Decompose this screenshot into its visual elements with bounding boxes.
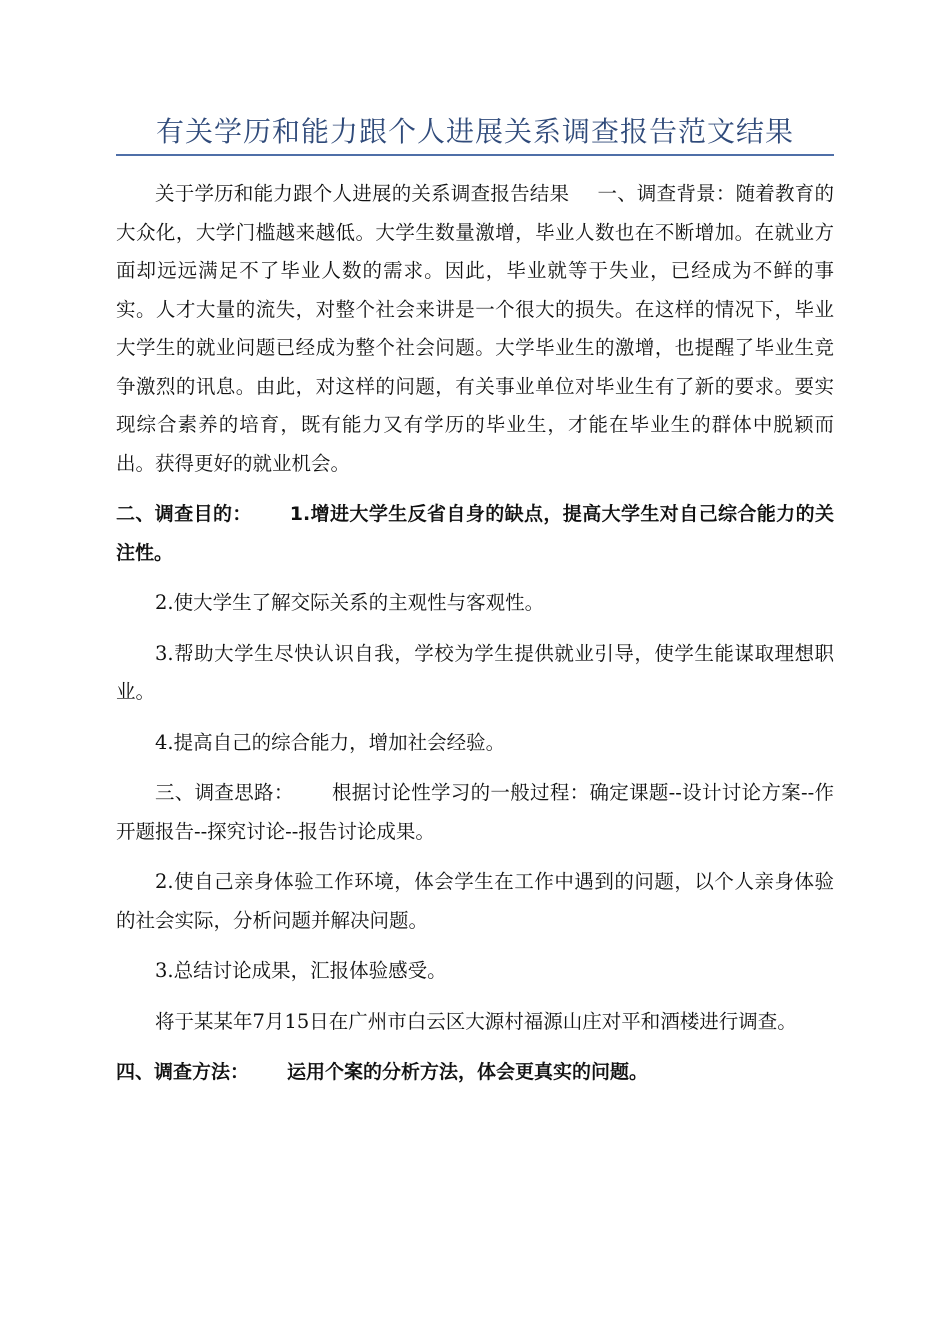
paragraph-background (116, 175, 834, 483)
document-title: 有关学历和能力跟个人进展关系调查报告范文结果 (155, 115, 794, 148)
background-text: 随着教育的大众化，大学门槛越来越低。大学生数量激增，毕业人数也在不断增加。在就业方面却远远满足不了毕业人数的需求。因此，毕业就等于失业，已经成为不鲜的事实。人才大量的流失，对整个社会来讲是一个很大的损失。在这样的情况下，毕业大学生的就业问题已经成为整个社会问题。大学毕业生的激增，也提醒了毕业生竞争激烈的讯息。由此，对这样的问题，有关事业单位对毕业生有了新的要求。要实现综合素养的培育，既有能力又有学历的毕业生，才能在毕业生的群体中脱颖而出。获得更好的就业机会。 (116, 182, 834, 475)
method-heading: 四、调查方法： (116, 1061, 250, 1083)
purpose-item-2: 2.使大学生了解交际关系的主观性与客观性。 (155, 591, 545, 614)
background-heading: 一、调查背景： (597, 182, 736, 205)
approach-item-2: 2.使自己亲身体验工作环境，体会学生在工作中遇到的问题，以个人亲身体验的社会实际，分析问题并解决问题。 (116, 870, 834, 932)
purpose-item-3: 3.帮助大学生尽快认识自我，学校为学生提供就业引导，使学生能谋取理想职业。 (116, 641, 834, 703)
paragraph-approach (116, 774, 834, 851)
background-lead: 关于学历和能力跟个人进展的关系调查报告结果 (155, 182, 570, 205)
paragraph-method (116, 1053, 834, 1092)
paragraph-location: 将于某某年7月15日在广州市白云区大源村福源山庄对平和酒楼进行调查。 (155, 1009, 797, 1033)
method-text: 运用个案的分析方法，体会更真实的问题。 (287, 1061, 649, 1083)
document-body (116, 175, 834, 1092)
purpose-heading: 二、调查目的： (116, 503, 252, 525)
approach-text: 根据讨论性学习的一般过程：确定课题--设计讨论方案--作开题报告--探究讨论--报告讨论成果。 (116, 781, 834, 843)
approach-heading: 三、调查思路： (155, 781, 294, 804)
purpose-item-4: 4.提高自己的综合能力，增加社会经验。 (155, 730, 506, 754)
purpose-item-1: 1.增进大学生反省自身的缺点，提高大学生对自己综合能力的关注性。 (116, 503, 834, 564)
approach-item-3: 3.总结讨论成果，汇报体验感受。 (155, 959, 447, 982)
title-underline (116, 154, 834, 156)
paragraph-purpose (116, 495, 834, 572)
